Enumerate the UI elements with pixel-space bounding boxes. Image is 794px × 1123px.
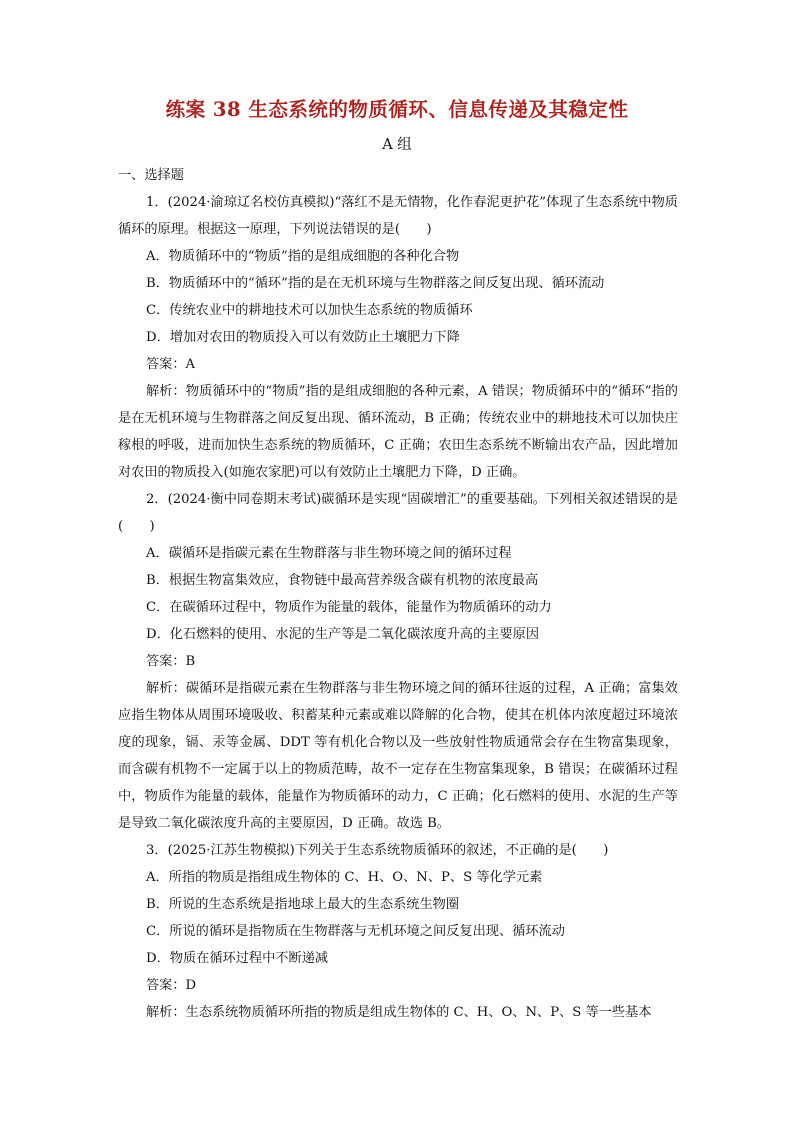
option-a: A．物质循环中的“物质”指的是组成细胞的各种化合物 [146, 249, 460, 264]
option-d: D．化石燃料的使用、水泥的生产等是二氧化碳浓度升高的主要原因 [146, 627, 540, 642]
document-body [118, 162, 678, 1026]
question-2 [118, 486, 678, 837]
option-a: A．碳循环是指碳元素在生物群落与非生物环境之间的循环过程 [146, 546, 512, 561]
question-1 [118, 189, 678, 486]
option-d: D．物质在循环过程中不断递减 [146, 951, 329, 966]
option-b: B．根据生物富集效应，食物链中最高营养级含碳有机物的浓度最高 [146, 573, 539, 588]
option-d: D．增加对农田的物质投入可以有效防止土壤肥力下降 [146, 330, 460, 345]
analysis: 解析：生态系统物质循环所指的物质是组成生物体的 C、H、O、N、P、S 等一些基本 [146, 1005, 652, 1020]
option-c: C．传统农业中的耕地技术可以加快生态系统的物质循环 [146, 303, 473, 318]
section-heading: 一、选择题 [118, 168, 184, 183]
analysis: 解析：物质循环中的“物质”指的是组成细胞的各种元素，A 错误；物质循环中的“循环”指的是在无机环境与生物群落之间反复出现、循环流动，B 正确；传统农业中的耕地技术可以加快庄稼根的呼吸，进而加快生态系统的物质循环，C 正确；农田生态系统不断输出农产品，因此增加对农田的物质投入(如施农家肥)可以有效防止土壤肥力下降，D 正确。 [118, 384, 678, 480]
group-label: A 组 [382, 137, 412, 153]
question-stem: 3．(2025·江苏生物模拟)下列关于生态系统物质循环的叙述，不正确的是( ) [146, 843, 609, 858]
question-3 [118, 837, 678, 1026]
option-b: B．所说的生态系统是指地球上最大的生态系统生物圈 [146, 897, 460, 912]
option-a: A．所指的物质是指组成生物体的 C、H、O、N、P、S 等化学元素 [146, 870, 543, 885]
option-c: C．所说的循环是指物质在生物群落与无机环境之间反复出现、循环流动 [146, 924, 565, 939]
answer: 答案：B [146, 654, 196, 669]
question-stem: 2．(2024·衡中同卷期末考试)碳循环是实现“固碳增汇”的重要基础。下列相关叙述错误的是( ) [118, 492, 678, 534]
question-stem: 1．(2024·渝琼辽名校仿真模拟)“落红不是无情物，化作春泥更护花”体现了生态系统中物质循环的原理。根据这一原理，下列说法错误的是( ) [118, 195, 678, 237]
page-title: 练案 38 生态系统的物质循环、信息传递及其稳定性 [165, 98, 629, 121]
analysis: 解析：碳循环是指碳元素在生物群落与非生物环境之间的循环往返的过程，A 正确；富集效应指生物体从周围环境吸收、积蓄某种元素或难以降解的化合物，使其在机体内浓度超过环境浓度的现象，镉、汞等金属、DDT 等有机化合物以及一些放射性物质通常会存在生物富集现象，而含碳有机物不一定属于以上的物质范畴，故不一定存在生物富集现象，B 错误；在碳循环过程中，物质作为能量的载体，能量作为物质循环的动力，C 正确；化石燃料的使用、水泥的生产等是导致二氧化碳浓度升高的主要原因，D 正确。故选 B。 [118, 681, 678, 831]
option-c: C．在碳循环过程中，物质作为能量的载体，能量作为物质循环的动力 [146, 600, 552, 615]
option-b: B．物质循环中的“循环”指的是在无机环境与生物群落之间反复出现、循环流动 [146, 276, 605, 291]
answer: 答案：A [146, 357, 196, 372]
answer: 答案：D [146, 978, 197, 993]
